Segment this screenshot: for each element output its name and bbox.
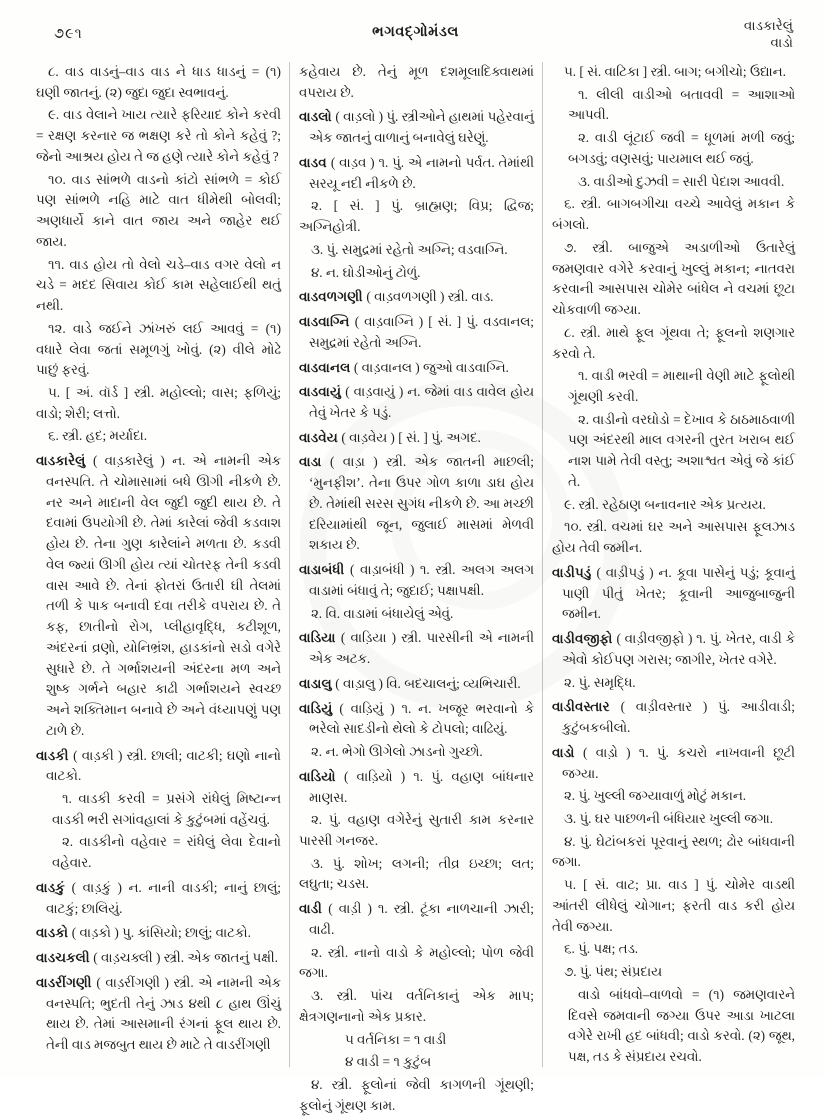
dict-paragraph: ૧૨. વાડે જઈને ઝાંખરું લઈ આવવું = (૧) વધારે લેવા જતાં સમૂળગું ખોવું. (૨) વીલે મોઢે પાછું ફરવું. bbox=[36, 320, 281, 378]
dict-paragraph: ૭. સ્ત્રી. બાજુએ અડાળીઓ ઉતારેલું જમણવાર વગેરે કરવાનું ખુલ્લું મકાન; નાતવરા કરવાની આસપાસ ચોમેર બાંધેલ ને વચમાં છૂટા ચોકવાળી જગ્યા. bbox=[552, 239, 795, 318]
dict-entry: વાડીવસ્તાર ( વાડ઼ીવસ્તાર ) પું. આડીવાડી; કુટુંબકબીલો. bbox=[552, 699, 795, 736]
dict-entry: વાડવાનલ ( વાડ઼વાનલ ) જુઓ વાડવાગ્નિ. bbox=[299, 359, 509, 375]
dict-paragraph: ૨. [ સં. ] પું. બ્રાહ્મણ; વિપ્ર; દ્વિજ; અગ્નિહોત્રી. bbox=[299, 198, 534, 235]
dict-paragraph: ૬. સ્ત્રી. હદ; મર્યાદા. bbox=[48, 428, 148, 444]
dict-entry: વાડકો ( વાડ઼કો ) પુ. કાંસિયો; છાલું; વાટકો. bbox=[36, 925, 251, 941]
dict-entry: વાડવેય ( વાડ઼વેય ) [ સં. ] પું. અગદ. bbox=[299, 429, 481, 445]
dict-paragraph: ૩. પું. સમુદ્રમાં રહેતો અગ્નિ; વડવાગ્નિ. bbox=[311, 241, 508, 257]
dict-entry: વાડાલુ ( વાડ઼ાલુ ) વિ. બદચાલનું; વ્યભિચારી. bbox=[299, 675, 521, 691]
dict-entry: વાડકું ( વાડ઼કું ) ન. નાની વાડકી; નાનું છાલું; વાટકું; છાલિયું. bbox=[36, 879, 281, 916]
dict-paragraph: ૩. વાડીઓ દુઝવી = સારી પેદાશ આવવી. bbox=[578, 173, 785, 189]
dict-paragraph: ૧. વાડકી કરવી = પ્રસંગે રાંધેલું મિષ્ટાન્ન વાડકી ભરી સગાંવહાલાં કે કુટુંબમાં વહેંચવું. bbox=[52, 790, 281, 827]
dict-entry: વાડચકલી ( વાડ઼ચક્લી ) સ્ત્રી. એક જાતનું પક્ષી. bbox=[36, 950, 278, 966]
headword: વાડરીંગણી bbox=[36, 974, 97, 990]
text-columns bbox=[36, 62, 795, 1113]
headword: વાડિયું bbox=[299, 700, 340, 716]
column-1 bbox=[36, 62, 289, 1067]
dict-paragraph: ૨. ન. ભેગો ઊગેલો ઝાડનો ગુચ્છો. bbox=[311, 744, 483, 760]
dict-paragraph: ૧. વાડી ભરવી = માથાની વેણી માટે ફૂલોથી ગૂંથણી કરવી. bbox=[568, 368, 795, 405]
dict-paragraph: ૮. સ્ત્રી. માથે ફૂલ ગૂંથવા તે; ફૂલનો શણગાર કરવો તે. bbox=[552, 324, 795, 361]
guide-word-last: વાડો bbox=[770, 34, 793, 50]
dict-entry: વાડાબંધી ( વાડ઼ાબંધી ) ૧. સ્ત્રી. અલગ અલગ વાડામાં બંધાવું તે; જુદાઈ; પક્ષાપક્ષી. bbox=[299, 562, 534, 598]
dict-entry: વાડકી ( વાડ઼કી ) સ્ત્રી. છાલી; વાટકી; ઘણો નાનો વાટકો. bbox=[36, 747, 281, 784]
dict-paragraph: ૨. વાડીનો વરઘોડો = દેખાવ કે ઠાઠમાઠવાળી પણ અંદરથી માલ વગરની તુરત ખરાબ થઈ નાશ પામે તેવી વસ્તુ; અશાશ્વત એવું જે કાંઈ તે. bbox=[568, 411, 795, 489]
headword: વાડચકલી bbox=[36, 950, 94, 966]
dict-entry: વાડો ( વાડ઼ો ) ૧. પું. કચરો નાખવાની છૂટી જગ્યા. bbox=[552, 744, 795, 781]
headword: વાડવાનલ bbox=[299, 359, 354, 375]
headword: વાડકી bbox=[36, 747, 74, 763]
dict-paragraph: ૯. વાડ વેલાને ખાય ત્યારે ફરિયાદ કોને કરવી = રક્ષણ કરનાર જ ભક્ષણ કરે તો કોને કહેવું ?; જેનો આશ્રય હોય તે જ હણે ત્યારે કોને કહેવું ? bbox=[36, 107, 281, 164]
book-title: ભગવદ્ગોમંડલ bbox=[372, 24, 459, 40]
dict-entry: વાડિયા ( વાડ઼િયા ) સ્ત્રી. પારસીની એ નામની એક અટક. bbox=[299, 630, 535, 667]
dict-entry: વાડિયું ( વાડ઼િયું ) ૧. ન. ખજૂર ભરવાનો કે ભરેલો સાદડીનો થેલો કે ટોપલો; વાઢિયું. bbox=[299, 700, 534, 737]
dict-entry: વાડલો ( વાડ઼લો ) પું. સ્ત્રીઓને હાથમાં પહેરવાનું એક જાતનું વાળાનું બનાવેલું ઘરેણું. bbox=[299, 109, 534, 146]
dict-paragraph: ૬. સ્ત્રી. બાગબગીચા વચ્ચે આવેલું મકાન કે બંગલો. bbox=[552, 196, 795, 233]
page-number: ૭૯૧ bbox=[54, 26, 83, 42]
headword: વાડાલુ bbox=[299, 675, 336, 691]
headword: વાડાબંધી bbox=[299, 562, 351, 578]
dict-entry: વાડવાયું ( વાડ઼વાયું ) ન. જેમાં વાડ વાવેલ હોય તેવું ખેતર કે પડું. bbox=[299, 384, 534, 421]
headword: વાડવાયું bbox=[299, 384, 346, 400]
dict-paragraph: ૬. પું. પક્ષ; તડ. bbox=[564, 941, 639, 957]
dict-entry: વાડીપડું ( વાડ઼ીપડું ) ન. કૂવા પાસેનું પડું; કૂવાનું પાણી પીતું ખેતર; કૂવાની આજુબાજુની જમીન. bbox=[552, 564, 795, 622]
guide-word-first: વાડકારેલું bbox=[743, 18, 793, 33]
dict-paragraph: ૧૦. સ્ત્રી. વચમાં ઘર અને આસપાસ ફૂલઝાડ હોય તેવી જમીન. bbox=[552, 519, 795, 556]
headword: વાડિયો bbox=[299, 768, 344, 784]
dict-paragraph: ૧૧. વાડ હોય તો વેલો ચડે–વાડ વગર વેલો ન ચડે = મદદ સિવાય કોઈ કામ સહેલાઈથી થતું નથી. bbox=[36, 256, 281, 314]
headword: વાડીવજીફો bbox=[552, 631, 617, 647]
headword: વાડા bbox=[299, 454, 331, 470]
headword: વાડવાગ્નિ bbox=[299, 314, 355, 330]
dict-paragraph: ૯. સ્ત્રી. રહેઠાણ બનાવનાર એક પ્રત્યય. bbox=[564, 496, 766, 512]
dict-paragraph: ૫. [ અં. વૉર્ડ ] સ્ત્રી. મહોલ્લો; વાસ; ફળિયું; વાડો; શેરી; લત્તો. bbox=[36, 385, 281, 421]
dict-paragraph: ૧૦. વાડ સાંભળે વાડનો કાંટો સાંભળે = કોઈ પણ સાંભળે નહિ માટે વાત ધીમેથી બોલવી; અણધાર્યે કાને વાત જાય અને જાહેર થઈ જાય. bbox=[36, 171, 281, 249]
dict-entry: વાડી ( વાડ઼ી ) ૧. સ્ત્રી. ટૂંકા નાળચાની ઝારી; વાઢી. bbox=[299, 901, 534, 937]
column-2 bbox=[289, 62, 542, 1113]
dict-paragraph: ૨. વાડી લૂંટાઈ જવી = ધૂળમાં મળી જવું; બગડવું; વણસવું; પાયમાલ થઈ જવું. bbox=[568, 130, 795, 166]
dict-paragraph: ૨. વિ. વાડામાં બંધાયેલું એવું. bbox=[311, 605, 454, 621]
dict-paragraph: ૫. [ સં. વાટિકા ] સ્ત્રી. બાગ; બગીચો; ઉદ્યાન. bbox=[564, 64, 786, 79]
dict-paragraph: ૪ વાડી = ૧ કુટુંબ bbox=[345, 1054, 432, 1070]
dict-paragraph: ૨. પું. વહાણ વગેરેનું સુતારી કામ કરનાર પારસી ગનજર. bbox=[299, 812, 534, 848]
column-3 bbox=[542, 62, 795, 1067]
headword: વાડીપડું bbox=[552, 564, 597, 580]
dict-paragraph: ૩. પું. ઘર પાછળની બંધિયાર ખુલ્લી જગા. bbox=[564, 810, 774, 826]
dict-entry: વાડકારેલું ( વાડ઼કારેલું ) ન. એ નામની એક વનસ્પતિ. તે ચોમાસામાં બધે ઊગી નીકળે છે. નર અને માદાની વેલ જુદી જુદી થાય છે. તે દવામાં ઉપયોગી છે. તેમાં કારેલાં જેવી કડવાશ હોય છે. તેના ગુણ કારેલાંને મળતા છે. કડવી વેલ જ્યાં ઊગી હોય ત્યાં ચોતરફ તેની કડવી વાસ આવે છે. તેનાં ફોતરાં ઉતારી ઘી તેલમાં તળી કે પાક બનાવી દવા તરીકે વપરાય છે. તે કફ, છાતીનો રોગ, પ્લીહાવૃદ્ધિ, કટીશૂળ, અંદરનાં વ્રણો, યોનિભ્રંશ, હાડકાંનો સડો વગેરે સુધારે છે. તે ગર્ભાશયની અંદરના મળ અને શુષ્ક ગર્ભને બહાર કાઢી ગર્ભાશયને સ્વચ્છ અને શક્તિમાન બનાવે છે અને વંધ્યાપણું પણ ટાળે છે. bbox=[36, 453, 281, 738]
dict-entry: વાડવળગણી ( વાડ઼વળગણી ) સ્ત્રી. વાડ. bbox=[299, 289, 494, 305]
dict-paragraph: ૩. સ્ત્રી. પાંચ વર્તનિકાનું એક માપ; ક્ષેત્રગણનાનો એક પ્રકાર. bbox=[299, 988, 534, 1024]
dict-paragraph: ૨. પું. સમૃદ્ધિ. bbox=[564, 674, 636, 690]
dict-paragraph: ૨. પું. ખુલ્લી જગ્યાવાળું મોટું મકાન. bbox=[564, 788, 747, 804]
dict-paragraph: ૪. સ્ત્રી. ફૂલોનાં જેવી કાગળની ગૂંથણી; ફૂલોનું ગૂંથણ કામ. bbox=[299, 1077, 534, 1113]
dict-paragraph: ૪. ન. ઘોડીઓનું ટોળું. bbox=[311, 264, 421, 280]
dict-paragraph: વાડો બાંધવો–વાળવો = (૧) જમણવારને દિવસે જમવાની જગ્યા ઉપર આડા ખાટલા વગેરે રાખી હદ બાંધવી; વાડો કરવો. (૨) જૂથ, પક્ષ, તડ કે સંપ્રદાય રચવો. bbox=[568, 986, 795, 1065]
dict-entry: વાડીવજીફો ( વાડ઼ીવજીફો ) ૧. પું. ખેતર, વાડી કે એવો કોઈપણ ગરાસ; જાગીર, ખેતર વગેરે. bbox=[552, 631, 795, 667]
dict-paragraph: ૮. વાડ વાડનું–વાડ વાડ ને ધાડ ધાડનું = (૧) ઘણી જાતનું. (૨) જુદા જુદા સ્વભાવનું. bbox=[36, 64, 281, 100]
headword: વાડવ bbox=[299, 154, 331, 170]
guide-words bbox=[645, 18, 795, 52]
dict-paragraph: ૪. પું. ઘેટાંબકરાં પૂરવાનું સ્થળ; ઢોર બાંધવાની જગા. bbox=[552, 833, 795, 870]
dict-paragraph: ૨. વાડકીનો વહેવાર = રાંધેલું લેવા દેવાનો વહેવાર. bbox=[52, 834, 281, 871]
dict-entry: વાડિયો ( વાડ઼િયો ) ૧. પું. વહાણ બાંધનાર માણસ. bbox=[299, 768, 535, 805]
headword: વાડલો bbox=[299, 109, 336, 125]
dict-paragraph: ૩. પું. શોખ; લગની; તીવ્ર ઇચ્છા; લત; લઘુતા; ચડસ. bbox=[299, 855, 534, 892]
dict-entry: વાડા ( વાડ઼ા ) સ્ત્રી. એક જાતની માછલી; ‘મુનફીશ’. તેના ઉપર ગોળ કાળા ડાઘ હોય છે. તેમાંથી સરસ સુગંધ નીકળે છે. આ મચ્છી દરિયામાંથી જૂન, જુલાઈ માસમાં મેળવી શકાય છે. bbox=[299, 454, 534, 553]
headword: વાડિયા bbox=[299, 630, 341, 646]
headword: વાડકો bbox=[36, 925, 72, 941]
headword: વાડવેય bbox=[299, 429, 342, 445]
dict-entry: વાડરીંગણી ( વાડ઼રીંગણી ) સ્ત્રી. એ નામની એક વનસ્પતિ; ભુદતી તેનું ઝાડ ૪થી ૮ હાથ ઊંચું થાય છે. તેમાં આસમાની રંગનાં ફૂલ થાય છે. તેની વાડ મજબુત થાય છે માટે તે વાડરીંગણી bbox=[36, 974, 282, 1053]
dict-entry: વાડવ ( વાડ઼વ ) ૧. પું. એ નામનો પર્વત. તેમાંથી સરયૂ નદી નીકળે છે. bbox=[299, 154, 534, 191]
dict-paragraph: કહેવાય છે. તેનું મૂળ દશમૂલાદિક્વાથમાં વપરાય છે. bbox=[299, 64, 534, 100]
headword: વાડકું bbox=[36, 879, 72, 895]
headword: વાડો bbox=[552, 744, 584, 760]
headword: વાડવળગણી bbox=[299, 289, 367, 305]
dict-paragraph: ૫. [ સં. વાટ; પ્રા. વાડ ] પું. ચોમેર વાડથી આંતરી લીધેલું ચોગાન; ફરતી વાડ કરી હોય તેવી જગ્યા. bbox=[552, 877, 795, 934]
dict-paragraph: ૫ વર્તનિકા = ૧ વાડી bbox=[345, 1031, 447, 1047]
dict-paragraph: ૨. સ્ત્રી. નાનો વાડો કે મહોલ્લો; પોળ જેવી જગા. bbox=[299, 944, 534, 981]
dict-paragraph: ૭. પું. પંથ; સંપ્રદાય bbox=[564, 964, 662, 980]
headword: વાડી bbox=[299, 901, 329, 917]
headword: વાડીવસ્તાર bbox=[552, 699, 621, 715]
running-head bbox=[36, 18, 795, 62]
headword: વાડકારેલું bbox=[36, 453, 93, 469]
dict-entry: વાડવાગ્નિ ( વાડ઼વાગ્નિ ) [ સં. ] પું. વડવાનલ; સમુદ્રમાં રહેતો અગ્નિ. bbox=[299, 314, 534, 350]
dict-paragraph: ૧. લીલી વાડીઓ બતાવવી = આશાઓ આપવી. bbox=[568, 86, 795, 123]
